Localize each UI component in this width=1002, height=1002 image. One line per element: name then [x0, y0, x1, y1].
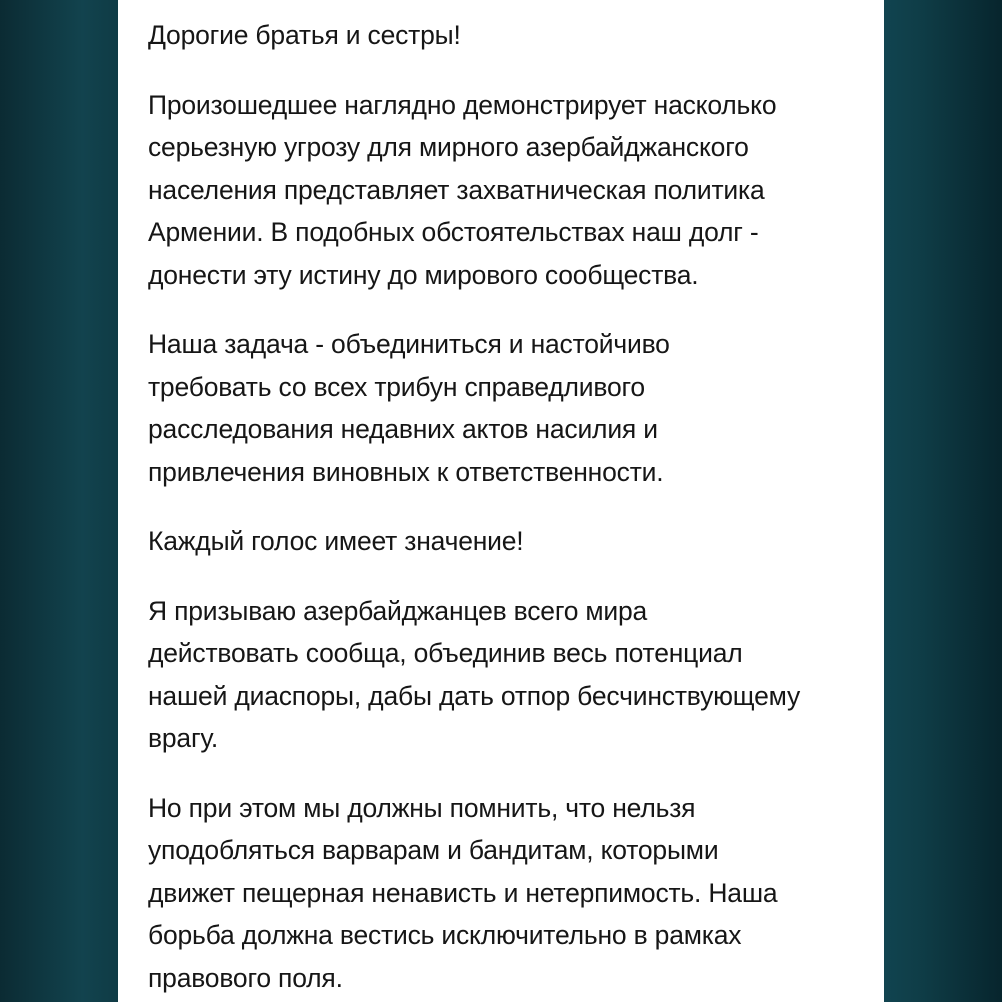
text-line: Каждый голос имеет значение! [148, 526, 524, 556]
paragraph-voice [148, 520, 868, 563]
text-line: требовать со всех трибун справедливого [148, 371, 645, 402]
text-line: Наша задача - объединиться и настойчиво [148, 329, 670, 359]
text-line: серьезную угрозу для мирного азербайджанского [148, 132, 749, 162]
text-line: расследования недавних актов насилия и [148, 414, 658, 444]
text-line: действовать сообща, объединив весь потенциал [148, 638, 743, 668]
text-line: врагу. [148, 723, 218, 753]
paragraph-threat [148, 84, 868, 297]
paragraph-law [148, 787, 868, 1000]
paragraph-greeting [148, 14, 868, 57]
text-line: донести эту истину до мирового сообщества. [148, 259, 699, 290]
text-line: Но при этом мы должны помнить, что нельзя [148, 792, 696, 823]
background-left [0, 0, 118, 1002]
paragraph-task [148, 323, 868, 493]
message-body [148, 14, 868, 1002]
text-line: Армении. В подобных обстоятельствах наш долг - [148, 217, 759, 247]
background-right [884, 0, 1002, 1002]
text-page [118, 0, 884, 1002]
text-line: нашей диаспоры, дабы дать отпор бесчинствующему [148, 680, 801, 711]
text-line: населения представляет захватническая политика [148, 174, 765, 205]
paragraph-call [148, 590, 868, 760]
text-line: Я призываю азербайджанцев всего мира [148, 595, 648, 626]
text-line: движет пещерная ненависть и нетерпимость. Наша [148, 877, 778, 908]
text-line: привлечения виновных к ответственности. [148, 456, 664, 487]
text-line: борьба должна вестись исключительно в рамках [148, 920, 742, 950]
text-line: Дорогие братья и сестры! [148, 20, 461, 50]
text-line: Произошедшее наглядно демонстрирует насколько [148, 89, 777, 120]
text-line: правового поля. [148, 962, 343, 993]
text-line: уподобляться варварам и бандитам, которыми [148, 835, 719, 865]
